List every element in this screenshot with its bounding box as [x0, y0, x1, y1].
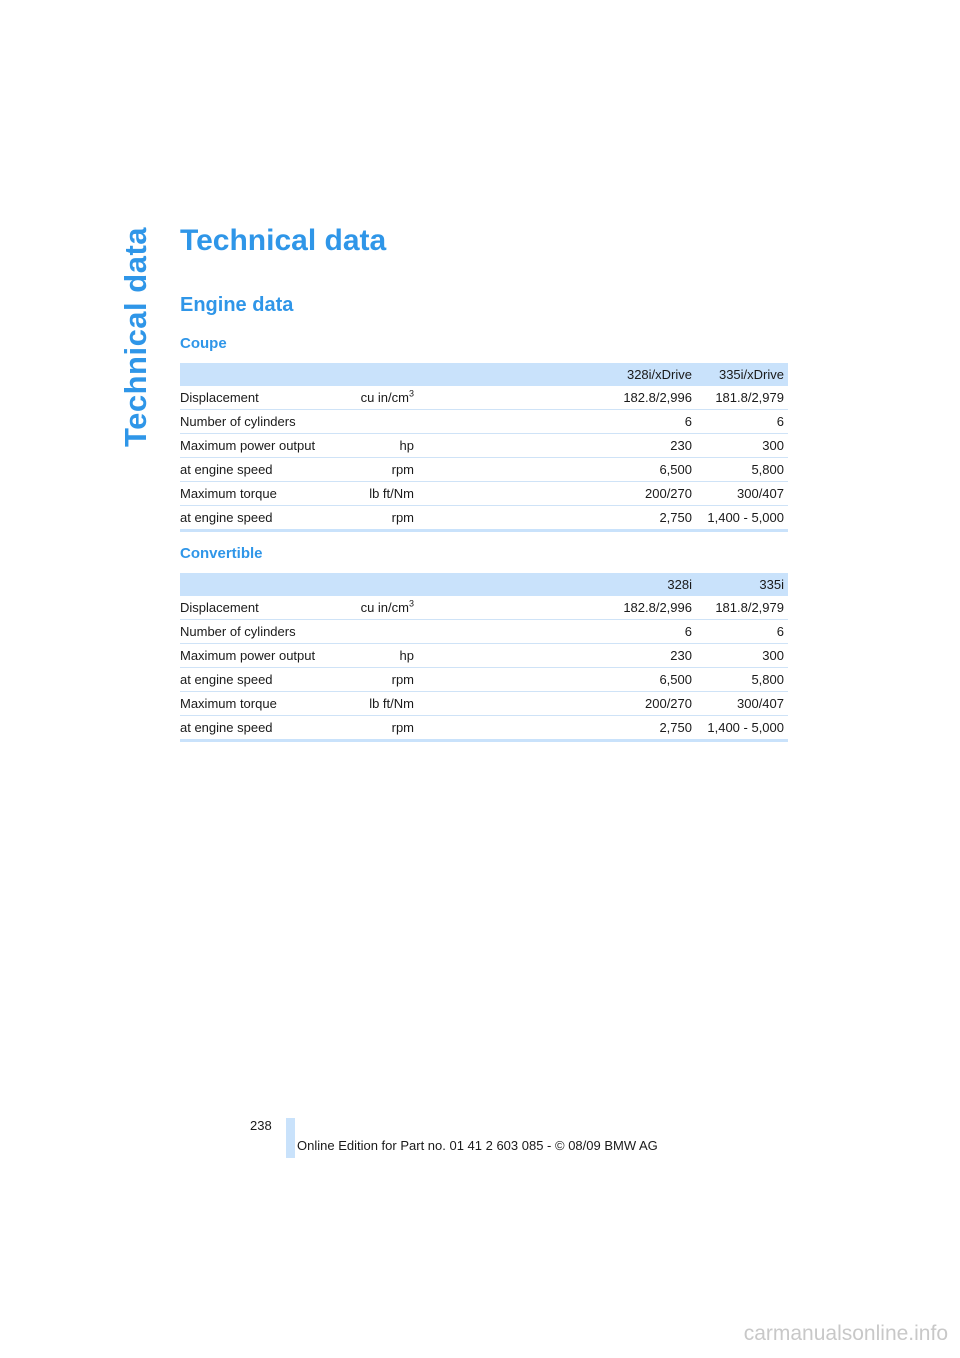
- row-label: Displacement: [180, 386, 340, 410]
- footer-accent-bar: [286, 1118, 295, 1158]
- unit-superscript: 3: [408, 598, 414, 609]
- value-cell: 6: [596, 410, 696, 434]
- value-cell: 6,500: [596, 458, 696, 482]
- row-label: Maximum power output: [180, 644, 340, 668]
- value-cell: 230: [596, 434, 696, 458]
- row-label: at engine speed: [180, 668, 340, 692]
- unit-text: cu in/cm: [360, 600, 409, 615]
- value-cell: 2,750: [596, 716, 696, 741]
- convertible-table-body: [180, 596, 788, 741]
- unit-text: rpm: [391, 672, 414, 687]
- unit-text: lb ft/Nm: [369, 486, 414, 501]
- value-cell: 182.8/2,996: [596, 596, 696, 620]
- side-tab: [112, 226, 160, 448]
- table-row: [180, 644, 788, 668]
- value-cell: 5,800: [696, 668, 788, 692]
- row-label: at engine speed: [180, 716, 340, 741]
- value-cell: 6: [696, 410, 788, 434]
- row-unit: [340, 668, 418, 692]
- value-cell: 6,500: [596, 668, 696, 692]
- row-unit: [340, 458, 418, 482]
- value-cell: 1,400 - 5,000: [696, 716, 788, 741]
- value-cell: 2,750: [596, 506, 696, 531]
- row-unit: [340, 596, 418, 620]
- value-cell: 181.8/2,979: [696, 596, 788, 620]
- side-tab-label: Technical data: [118, 226, 153, 448]
- unit-text: cu in/cm: [360, 390, 409, 405]
- convertible-title: Convertible: [180, 545, 263, 562]
- row-label: Number of cylinders: [180, 620, 340, 644]
- page-number: 238: [250, 1118, 272, 1133]
- table-row: [180, 596, 788, 620]
- row-unit: [340, 692, 418, 716]
- value-cell: 1,400 - 5,000: [696, 506, 788, 531]
- table-header-row: [180, 363, 788, 386]
- convertible-table: [180, 573, 788, 742]
- table-row: [180, 410, 788, 434]
- value-cell: 230: [596, 644, 696, 668]
- row-unit: [340, 506, 418, 531]
- row-unit: [340, 620, 418, 644]
- unit-superscript: 3: [408, 388, 414, 399]
- value-cell: 200/270: [596, 692, 696, 716]
- value-cell: 181.8/2,979: [696, 386, 788, 410]
- value-cell: 300/407: [696, 692, 788, 716]
- row-label: Maximum torque: [180, 692, 340, 716]
- table-row: [180, 506, 788, 531]
- table-header-row: [180, 573, 788, 596]
- coupe-table: [180, 363, 788, 532]
- section-title: Engine data: [180, 294, 294, 316]
- column-header: 335i/xDrive: [718, 367, 784, 382]
- unit-text: hp: [399, 438, 414, 453]
- row-unit: [340, 644, 418, 668]
- value-cell: 182.8/2,996: [596, 386, 696, 410]
- unit-text: lb ft/Nm: [369, 696, 414, 711]
- row-unit: [340, 410, 418, 434]
- table-row: [180, 716, 788, 741]
- table-row: [180, 692, 788, 716]
- row-label: Number of cylinders: [180, 410, 340, 434]
- unit-text: hp: [399, 648, 414, 663]
- column-header: 328i/xDrive: [626, 367, 692, 382]
- table-row: [180, 458, 788, 482]
- watermark: carmanualsonline.info: [743, 1322, 948, 1345]
- row-unit: [340, 716, 418, 741]
- row-label: at engine speed: [180, 458, 340, 482]
- edition-note: Online Edition for Part no. 01 41 2 603 085 - © 08/09 BMW AG: [297, 1138, 658, 1153]
- table-row: [180, 668, 788, 692]
- value-cell: 300: [696, 644, 788, 668]
- table-row: [180, 434, 788, 458]
- page-title: Technical data: [180, 224, 387, 257]
- value-cell: 200/270: [596, 482, 696, 506]
- table-row: [180, 620, 788, 644]
- row-label: Maximum power output: [180, 434, 340, 458]
- table-row: [180, 482, 788, 506]
- coupe-title: Coupe: [180, 335, 227, 352]
- unit-text: rpm: [391, 462, 414, 477]
- value-cell: 5,800: [696, 458, 788, 482]
- row-unit: [340, 482, 418, 506]
- coupe-table-body: [180, 386, 788, 531]
- unit-text: rpm: [391, 510, 414, 525]
- table-row: [180, 386, 788, 410]
- column-header: 328i: [667, 577, 692, 592]
- unit-text: rpm: [391, 720, 414, 735]
- row-label: Maximum torque: [180, 482, 340, 506]
- value-cell: 300/407: [696, 482, 788, 506]
- value-cell: 6: [596, 620, 696, 644]
- row-label: Displacement: [180, 596, 340, 620]
- value-cell: 6: [696, 620, 788, 644]
- row-unit: [340, 386, 418, 410]
- row-unit: [340, 434, 418, 458]
- row-label: at engine speed: [180, 506, 340, 531]
- value-cell: 300: [696, 434, 788, 458]
- column-header: 335i: [759, 577, 784, 592]
